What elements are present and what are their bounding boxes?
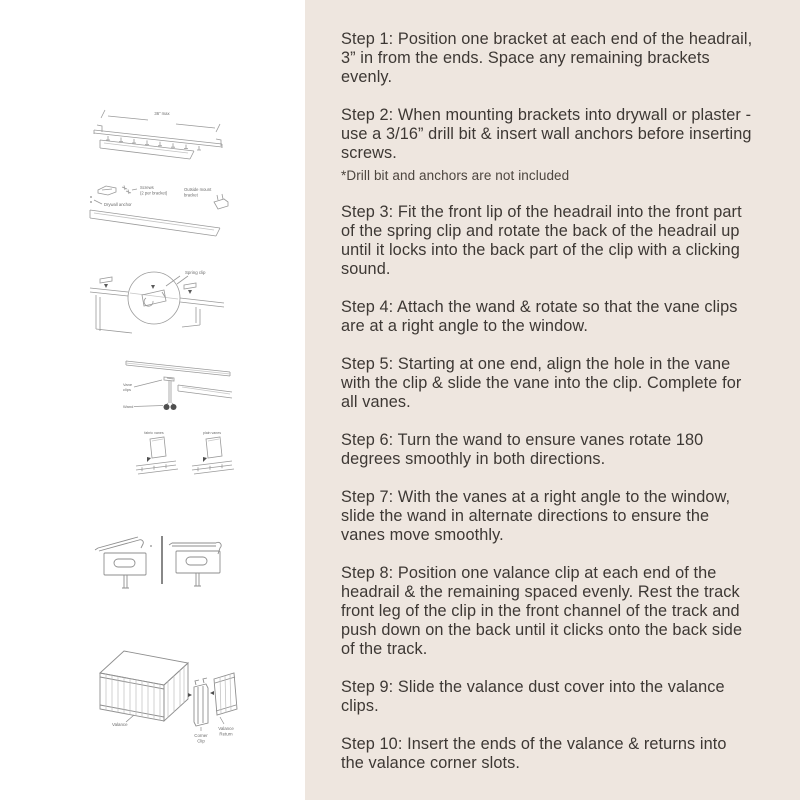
corner-clip-label: Corner bbox=[194, 733, 208, 738]
drywall-anchor-label: Drywall anchor bbox=[104, 202, 132, 207]
step-1-text: Step 1: Position one bracket at each end of the headrail, 3” in from the ends. Space any remaining brackets evenly. bbox=[341, 30, 753, 86]
step-3-text: Step 3: Fit the front lip of the headrail into the front part of the spring clip and rotate the back of the headrail up until it locks into the back part of the clip with a clicking sound. bbox=[341, 203, 742, 278]
step-2-text: Step 2: When mounting brackets into drywall or plaster - use a 3/16” drill bit & insert wall anchors before inserting screws. bbox=[341, 106, 752, 162]
screws-label: Screws bbox=[140, 185, 154, 190]
valance-return-label-line2: Return bbox=[219, 731, 233, 737]
spring-clip-diagram bbox=[82, 253, 230, 335]
valance-return-label: Valance bbox=[218, 726, 234, 731]
vane-type-right-label: plain vanes bbox=[202, 431, 222, 435]
vane-insert-diagram bbox=[130, 427, 244, 485]
valance-clip-diagram bbox=[90, 532, 236, 594]
step-6-text: Step 6: Turn the wand to ensure vanes rotate 180 degrees smoothly in both directions. bbox=[341, 431, 704, 468]
spring-clip-label: Spring clip bbox=[185, 270, 206, 275]
valance-corner-diagram bbox=[84, 627, 242, 753]
valance-label: Valance bbox=[112, 722, 128, 727]
step-9-text: Step 9: Slide the valance dust cover into the valance clips. bbox=[341, 678, 725, 715]
instructions-panel bbox=[305, 0, 800, 800]
vane-type-left-label: fabric vanes bbox=[144, 431, 164, 435]
outside-mount-bracket-label-line2: bracket bbox=[184, 192, 198, 198]
screws-label-line2: (2 per bracket) bbox=[140, 190, 168, 196]
drill-bit-footnote: *Drill bit and anchors are not included bbox=[341, 168, 570, 183]
step-5-text: Step 5: Starting at one end, align the hole in the vane with the clip & slide the vane into the clip. Complete for all vanes. bbox=[341, 355, 742, 411]
step-7-text: Step 7: With the vanes at a right angle to the window, slide the wand in alternate directions to ensure the vanes move smoothly. bbox=[341, 488, 731, 544]
vane-clips-label: Vane bbox=[123, 382, 133, 387]
headrail-dimension-label: 36” max bbox=[154, 111, 170, 116]
step-4-text: Step 4: Attach the wand & rotate so that the vane clips are at a right angle to the window. bbox=[341, 298, 738, 335]
wand-diagram bbox=[118, 351, 238, 419]
step-10-text: Step 10: Insert the ends of the valance & returns into the valance corner slots. bbox=[341, 735, 727, 772]
wand-label: Wand bbox=[123, 404, 134, 409]
bracket-hardware-diagram bbox=[82, 178, 238, 240]
outside-mount-bracket-label: Outside mount bbox=[184, 187, 212, 192]
step-8-text: Step 8: Position one valance clip at each end of the headrail & the remaining spaced evenly. Rest the track front leg of the clip in the front channel of the track and push down on the back until it clicks onto the back side of the track. bbox=[341, 564, 743, 658]
headrail-brackets-diagram bbox=[88, 103, 236, 169]
vane-clips-label-line2: clips bbox=[123, 387, 132, 392]
corner-clip-label-line2: Clip bbox=[197, 738, 205, 744]
